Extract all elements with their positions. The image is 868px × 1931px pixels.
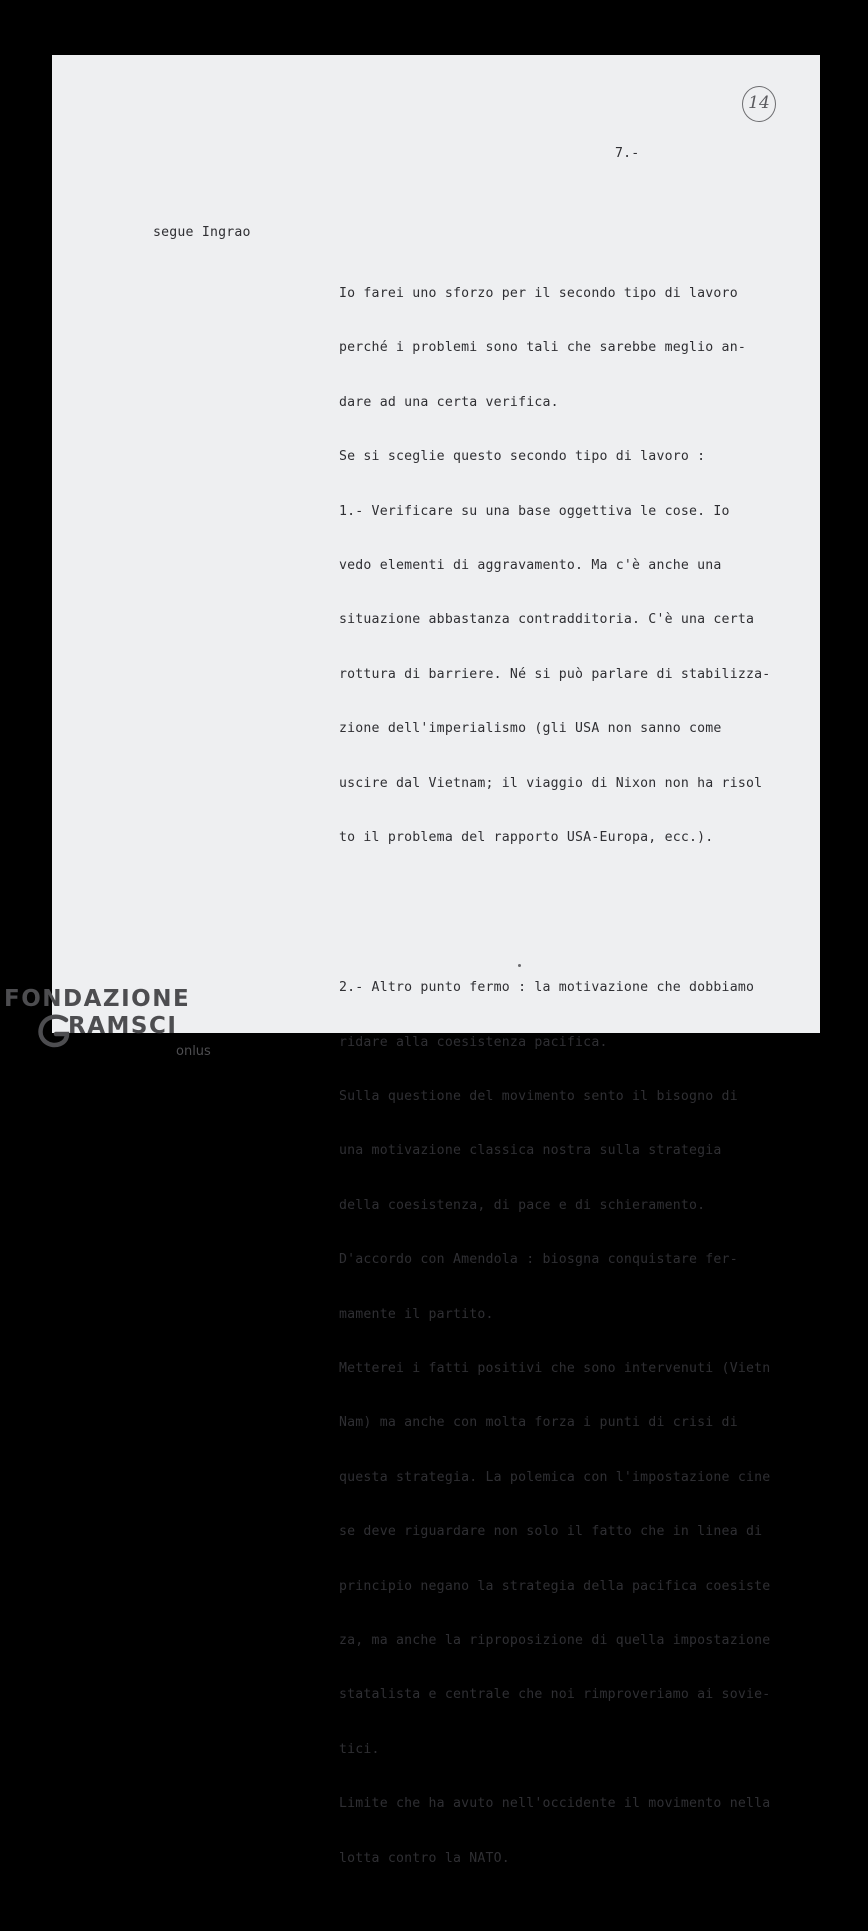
watermark-line2: RAMSCI: [68, 1013, 178, 1039]
text-line: to il problema del rapporto USA-Europa, ecc.).: [339, 829, 714, 845]
text-line: statalista e centrale che noi rimproveriamo ai sovie-: [339, 1687, 771, 1703]
body-text: [339, 222, 814, 1931]
page-number: 7.-: [615, 146, 640, 161]
fondazione-gramsci-watermark: [4, 986, 219, 1076]
text-line: D'accordo con Amendola : biosgna conquistare fer-: [339, 1252, 738, 1268]
text-line: za, ma anche la riproposizione di quella impostazione: [339, 1632, 771, 1648]
archive-number-circled: 14: [742, 86, 776, 122]
text-line: uscire dal Vietnam; il viaggio di Nixon non ha risol: [339, 775, 763, 791]
text-line: situazione abbastanza contradditoria. C'è una certa: [339, 612, 755, 628]
text-line: zione dell'imperialismo (gli USA non sanno come: [339, 721, 722, 737]
text-line: lotta contro la NATO.: [339, 1850, 510, 1866]
watermark-suffix: onlus: [176, 1044, 211, 1059]
text-line: 1.- Verificare su una base oggettiva le cose. Io: [339, 503, 730, 519]
text-line: principio negano la strategia della pacifica coesiste: [339, 1578, 771, 1594]
speaker-label: segue Ingrao: [153, 225, 251, 240]
text-line: della coesistenza, di pace e di schieramento.: [339, 1197, 706, 1213]
text-line: Limite che ha avuto nell'occidente il movimento nella: [339, 1796, 771, 1812]
paragraph-2: [339, 946, 814, 1901]
paragraph-1: [339, 252, 814, 880]
ink-dot: [518, 964, 521, 967]
text-line: una motivazione classica nostra sulla strategia: [339, 1143, 722, 1159]
text-line: rottura di barriere. Né si può parlare di stabilizza-: [339, 666, 771, 682]
paragraph-gap: [339, 910, 814, 916]
text-line: Se si sceglie questo secondo tipo di lavoro :: [339, 449, 706, 465]
text-line: Nam) ma anche con molta forza i punti di crisi di: [339, 1415, 738, 1431]
text-line: Sulla questione del movimento sento il bisogno di: [339, 1089, 738, 1105]
text-line: tici.: [339, 1741, 380, 1757]
text-line: dare ad una certa verifica.: [339, 394, 559, 410]
text-line: Io farei uno sforzo per il secondo tipo di lavoro: [339, 286, 738, 301]
text-line: ridare alla coesistenza pacifica.: [339, 1034, 608, 1050]
text-line: se deve riguardare non solo il fatto che in linea di: [339, 1524, 763, 1540]
text-line: Metterei i fatti positivi che sono intervenuti (Vietn: [339, 1361, 771, 1377]
watermark-line1: FONDAZIONE: [4, 986, 191, 1012]
text-line: mamente il partito.: [339, 1306, 494, 1322]
text-line: 2.- Altro punto fermo : la motivazione che dobbiamo: [339, 980, 755, 996]
text-line: vedo elementi di aggravamento. Ma c'è anche una: [339, 557, 722, 573]
text-line: questa strategia. La polemica con l'impostazione cine: [339, 1469, 771, 1485]
text-line: perché i problemi sono tali che sarebbe meglio an-: [339, 340, 746, 356]
